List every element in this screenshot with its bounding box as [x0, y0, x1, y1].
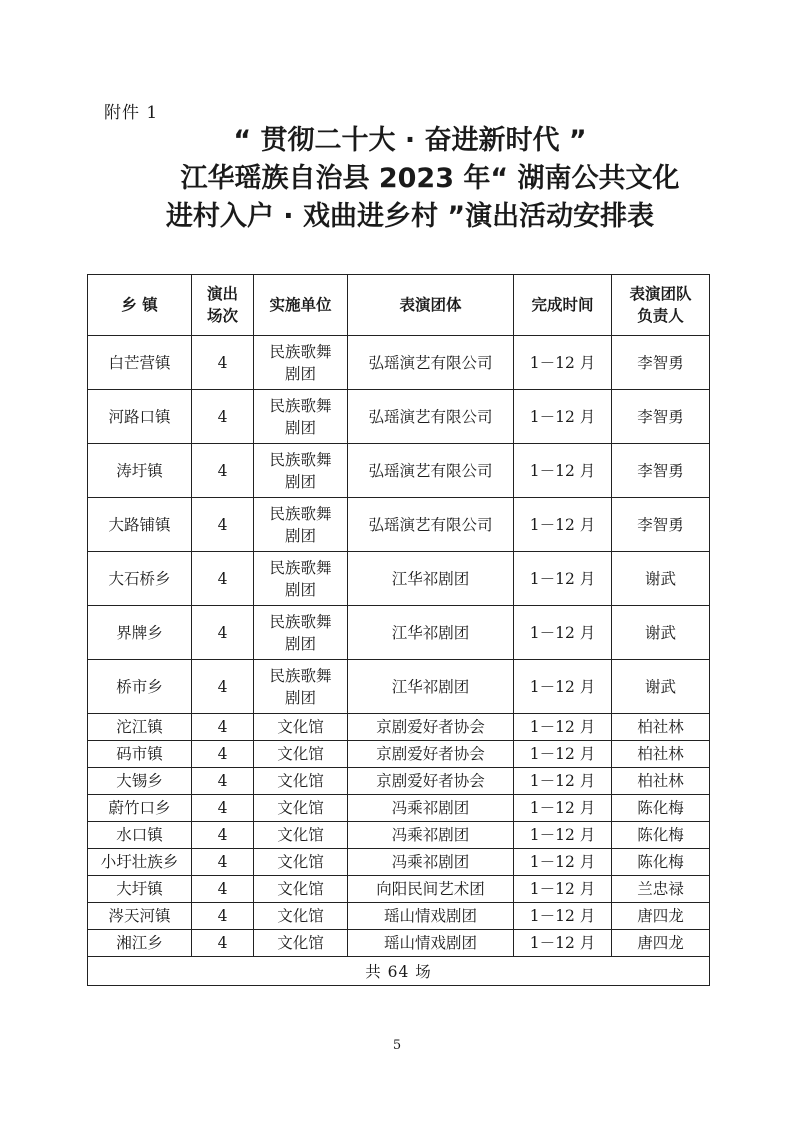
table-row — [88, 714, 710, 741]
table-row — [88, 795, 710, 822]
town-cell: 水口镇 — [88, 822, 192, 849]
leader-cell: 谢武 — [612, 660, 710, 714]
leader-cell: 陈化梅 — [612, 795, 710, 822]
table-row — [88, 876, 710, 903]
table-row — [88, 768, 710, 795]
count-cell: 4 — [192, 768, 254, 795]
unit-line2: 剧团 — [284, 688, 316, 707]
page-number: 5 — [392, 1038, 402, 1053]
town-cell: 大石桥乡 — [88, 552, 192, 606]
unit-cell — [254, 498, 348, 552]
unit-cell — [254, 660, 348, 714]
leader-cell: 兰忠禄 — [612, 876, 710, 903]
town-cell: 涛圩镇 — [88, 444, 192, 498]
header-time: 完成时间 — [514, 275, 612, 336]
unit-line2: 剧团 — [284, 472, 316, 491]
unit-line1: 文化馆 — [277, 799, 324, 817]
unit-cell — [254, 390, 348, 444]
table-row — [88, 741, 710, 768]
count-cell: 4 — [192, 606, 254, 660]
town-cell: 涔天河镇 — [88, 903, 192, 930]
unit-line1: 民族歌舞 — [269, 504, 332, 523]
count-cell: 4 — [192, 822, 254, 849]
unit-line1: 文化馆 — [277, 934, 324, 952]
count-cell: 4 — [192, 903, 254, 930]
town-cell: 桥市乡 — [88, 660, 192, 714]
unit-line1: 民族歌舞 — [269, 396, 332, 415]
leader-cell: 唐四龙 — [612, 930, 710, 957]
unit-line1: 民族歌舞 — [269, 666, 332, 685]
leader-cell: 谢武 — [612, 606, 710, 660]
count-cell: 4 — [192, 849, 254, 876]
troupe-cell: 京剧爱好者协会 — [348, 768, 514, 795]
unit-line1: 文化馆 — [277, 880, 324, 898]
table-row — [88, 498, 710, 552]
total-row — [88, 957, 710, 986]
leader-cell: 谢武 — [612, 552, 710, 606]
troupe-cell: 弘瑶演艺有限公司 — [348, 390, 514, 444]
leader-cell: 李智勇 — [612, 498, 710, 552]
unit-line2: 剧团 — [284, 418, 316, 437]
town-cell: 界牌乡 — [88, 606, 192, 660]
unit-cell — [254, 822, 348, 849]
time-cell: 1－12 月 — [514, 444, 612, 498]
time-cell: 1－12 月 — [514, 849, 612, 876]
table-row — [88, 903, 710, 930]
unit-cell — [254, 768, 348, 795]
header-leader-line2: 负责人 — [637, 307, 684, 325]
leader-cell: 柏社林 — [612, 741, 710, 768]
town-cell: 沱江镇 — [88, 714, 192, 741]
leader-cell: 李智勇 — [612, 336, 710, 390]
town-cell: 蔚竹口乡 — [88, 795, 192, 822]
troupe-cell: 瑶山情戏剧团 — [348, 903, 514, 930]
count-cell: 4 — [192, 444, 254, 498]
leader-cell: 李智勇 — [612, 390, 710, 444]
count-cell: 4 — [192, 876, 254, 903]
unit-cell — [254, 849, 348, 876]
header-troupe: 表演团体 — [348, 275, 514, 336]
header-count-line2: 场次 — [206, 307, 238, 325]
time-cell: 1－12 月 — [514, 876, 612, 903]
unit-cell — [254, 336, 348, 390]
title-line-2: 江华瑶族自治县 2023 年“ 湖南公共文化 — [180, 163, 680, 194]
time-cell: 1－12 月 — [514, 714, 612, 741]
header-unit: 实施单位 — [254, 275, 348, 336]
count-cell: 4 — [192, 930, 254, 957]
table-row — [88, 849, 710, 876]
header-town: 乡 镇 — [88, 275, 192, 336]
unit-line1: 文化馆 — [277, 718, 324, 736]
troupe-cell: 弘瑶演艺有限公司 — [348, 336, 514, 390]
table-row — [88, 336, 710, 390]
unit-cell — [254, 741, 348, 768]
time-cell: 1－12 月 — [514, 336, 612, 390]
unit-cell — [254, 714, 348, 741]
time-cell: 1－12 月 — [514, 822, 612, 849]
troupe-cell: 瑶山情戏剧团 — [348, 930, 514, 957]
count-cell: 4 — [192, 741, 254, 768]
unit-cell — [254, 930, 348, 957]
table-row — [88, 930, 710, 957]
title-line-1: “ 贯彻二十大 · 奋进新时代 ” — [233, 125, 587, 156]
unit-cell — [254, 903, 348, 930]
leader-cell: 陈化梅 — [612, 822, 710, 849]
unit-line1: 文化馆 — [277, 853, 324, 871]
leader-cell: 陈化梅 — [612, 849, 710, 876]
count-cell: 4 — [192, 390, 254, 444]
unit-line1: 民族歌舞 — [269, 342, 332, 361]
table-row — [88, 606, 710, 660]
table-body — [88, 336, 710, 957]
troupe-cell: 京剧爱好者协会 — [348, 741, 514, 768]
town-cell: 大锡乡 — [88, 768, 192, 795]
unit-line1: 文化馆 — [277, 907, 324, 925]
unit-line2: 剧团 — [284, 580, 316, 599]
unit-line1: 文化馆 — [277, 745, 324, 763]
time-cell: 1－12 月 — [514, 606, 612, 660]
time-cell: 1－12 月 — [514, 768, 612, 795]
leader-cell: 李智勇 — [612, 444, 710, 498]
table-row — [88, 822, 710, 849]
leader-cell: 唐四龙 — [612, 903, 710, 930]
header-leader — [612, 275, 710, 336]
document-title — [100, 122, 720, 236]
troupe-cell: 冯乘祁剧团 — [348, 822, 514, 849]
town-cell: 码市镇 — [88, 741, 192, 768]
unit-cell — [254, 876, 348, 903]
schedule-table — [87, 274, 710, 986]
town-cell: 大路铺镇 — [88, 498, 192, 552]
troupe-cell: 弘瑶演艺有限公司 — [348, 498, 514, 552]
unit-line2: 剧团 — [284, 364, 316, 383]
table-row — [88, 444, 710, 498]
table-row — [88, 390, 710, 444]
troupe-cell: 江华祁剧团 — [348, 552, 514, 606]
total-cell: 共 64 场 — [88, 957, 710, 986]
time-cell: 1－12 月 — [514, 660, 612, 714]
table-header-row — [88, 275, 710, 336]
town-cell: 河路口镇 — [88, 390, 192, 444]
time-cell: 1－12 月 — [514, 741, 612, 768]
time-cell: 1－12 月 — [514, 903, 612, 930]
count-cell: 4 — [192, 714, 254, 741]
header-count-line1: 演出 — [206, 285, 238, 303]
time-cell: 1－12 月 — [514, 552, 612, 606]
count-cell: 4 — [192, 795, 254, 822]
town-cell: 小圩壮族乡 — [88, 849, 192, 876]
time-cell: 1－12 月 — [514, 795, 612, 822]
troupe-cell: 江华祁剧团 — [348, 606, 514, 660]
town-cell: 湘江乡 — [88, 930, 192, 957]
count-cell: 4 — [192, 660, 254, 714]
unit-line1: 文化馆 — [277, 772, 324, 790]
table-row — [88, 552, 710, 606]
attachment-label: 附件 1 — [104, 103, 159, 123]
town-cell: 大圩镇 — [88, 876, 192, 903]
troupe-cell: 冯乘祁剧团 — [348, 795, 514, 822]
troupe-cell: 京剧爱好者协会 — [348, 714, 514, 741]
table-row — [88, 660, 710, 714]
title-line-3: 进村入户 · 戏曲进乡村 ”演出活动安排表 — [165, 201, 655, 232]
unit-cell — [254, 795, 348, 822]
troupe-cell: 江华祁剧团 — [348, 660, 514, 714]
troupe-cell: 冯乘祁剧团 — [348, 849, 514, 876]
unit-line1: 民族歌舞 — [269, 558, 332, 577]
unit-cell — [254, 606, 348, 660]
unit-line1: 民族歌舞 — [269, 612, 332, 631]
unit-line1: 文化馆 — [277, 826, 324, 844]
troupe-cell: 向阳民间艺术团 — [348, 876, 514, 903]
troupe-cell: 弘瑶演艺有限公司 — [348, 444, 514, 498]
time-cell: 1－12 月 — [514, 498, 612, 552]
time-cell: 1－12 月 — [514, 930, 612, 957]
unit-line1: 民族歌舞 — [269, 450, 332, 469]
unit-line2: 剧团 — [284, 634, 316, 653]
unit-cell — [254, 552, 348, 606]
header-count — [192, 275, 254, 336]
leader-cell: 柏社林 — [612, 768, 710, 795]
header-leader-line1: 表演团队 — [629, 285, 692, 303]
unit-cell — [254, 444, 348, 498]
count-cell: 4 — [192, 552, 254, 606]
town-cell: 白芒营镇 — [88, 336, 192, 390]
count-cell: 4 — [192, 336, 254, 390]
unit-line2: 剧团 — [284, 526, 316, 545]
leader-cell: 柏社林 — [612, 714, 710, 741]
time-cell: 1－12 月 — [514, 390, 612, 444]
count-cell: 4 — [192, 498, 254, 552]
